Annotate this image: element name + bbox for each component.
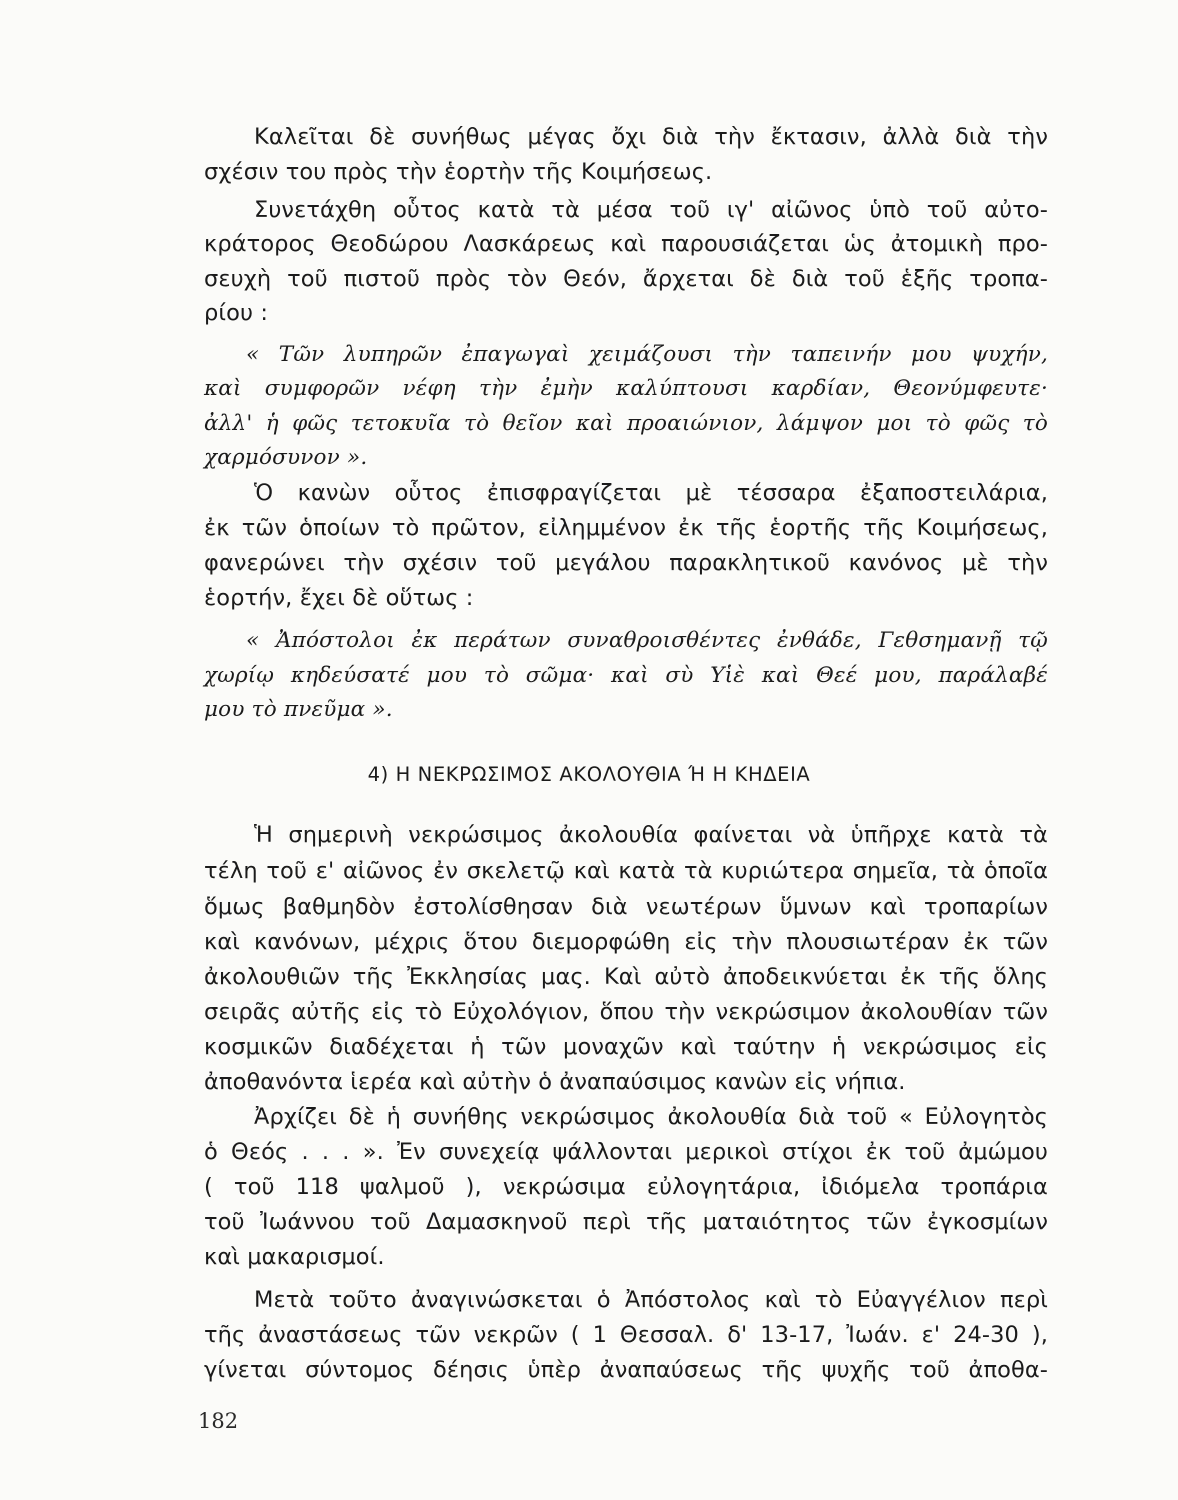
quote-line: χωρίῳ κηδεύσατέ μου τὸ σῶμα· καὶ σὺ Υἱὲ καὶ Θεέ μου, παράλαβέ — [204, 663, 1048, 688]
text-line: τέλη τοῦ ε' αἰῶνος ἐν σκελετῷ καὶ κατὰ τὰ κυριώτερα σημεῖα, τὰ ὁποῖα — [204, 858, 1048, 884]
text-line: κράτορος Θεοδώρου Λασκάρεως καὶ παρουσιάζεται ὡς ἀτομικὴ προ- — [204, 231, 1048, 257]
text-line: ὁ Θεός . . . ». Ἐν συνεχείᾳ ψάλλονται μερικοὶ στίχοι ἐκ τοῦ ἀμώμου — [204, 1139, 1048, 1165]
text-line: σειρᾶς αὐτῆς εἰς τὸ Εὐχολόγιον, ὅπου τὴν νεκρώσιμον ἀκολουθίαν τῶν — [204, 999, 1048, 1025]
text-line: καὶ κανόνων, μέχρις ὅτου διεμορφώθη εἰς τὴν πλουσιωτέραν ἐκ τῶν — [204, 929, 1048, 955]
quote-line: μου τὸ πνεῦμα ». — [204, 697, 393, 722]
text-line: Ἡ σημερινὴ νεκρώσιμος ἀκολουθία φαίνεται νὰ ὑπῆρχε κατὰ τὰ — [254, 822, 1048, 848]
page-number: 182 — [198, 1409, 239, 1433]
text-line: ἐκ τῶν ὁποίων τὸ πρῶτον, εἰλημμένον ἐκ τῆς ἑορτῆς τῆς Κοιμήσεως, — [204, 515, 1048, 541]
text-line: Μετὰ τοῦτο ἀναγινώσκεται ὁ Ἀπόστολος καὶ τὸ Εὐαγγέλιον περὶ — [254, 1287, 1048, 1313]
text-line: Καλεῖται δὲ συνήθως μέγας ὄχι διὰ τὴν ἔκτασιν, ἀλλὰ διὰ τὴν — [254, 124, 1048, 150]
text-line: σευχὴ τοῦ πιστοῦ πρὸς τὸν Θεόν, ἄρχεται δὲ διὰ τοῦ ἑξῆς τροπα- — [204, 266, 1048, 292]
quote-line: « Ἀπόστολοι ἐκ περάτων συναθροισθέντες ἐνθάδε, Γεθσημανῇ τῷ — [246, 628, 1048, 653]
text-line: Ἀρχίζει δὲ ἡ συνήθης νεκρώσιμος ἀκολουθία διὰ τοῦ « Εὐλογητὸς — [254, 1104, 1048, 1130]
quote-line: καὶ συμφορῶν νέφη τὴν ἐμὴν καλύπτουσι καρδίαν, Θεονύμφευτε· — [204, 376, 1048, 401]
text-line: σχέσιν του πρὸς τὴν ἑορτὴν τῆς Κοιμήσεως. — [204, 159, 713, 185]
text-line: ἀποθανόντα ἱερέα καὶ αὐτὴν ὁ ἀναπαύσιμος κανὼν εἰς νήπια. — [204, 1069, 906, 1095]
section-heading: 4) Η ΝΕΚΡΩΣΙΜΟΣ ΑΚΟΛΟΥΘΙΑ Ή Η ΚΗΔΕΙΑ — [367, 763, 811, 786]
text-line: γίνεται σύντομος δέησις ὑπὲρ ἀναπαύσεως τῆς ψυχῆς τοῦ ἀποθα- — [204, 1357, 1048, 1383]
text-line: Συνετάχθη οὗτος κατὰ τὰ μέσα τοῦ ιγ' αἰῶνος ὑπὸ τοῦ αὐτο- — [254, 197, 1048, 223]
text-line: τῆς ἀναστάσεως τῶν νεκρῶν ( 1 Θεσσαλ. δ' 13-17, Ἰωάν. ε' 24-30 ), — [204, 1322, 1048, 1348]
text-line: Ὁ κανὼν οὗτος ἐπισφραγίζεται μὲ τέσσαρα ἐξαποστειλάρια, — [254, 480, 1048, 506]
text-line: τοῦ Ἰωάννου τοῦ Δαμασκηνοῦ περὶ τῆς ματαιότητος τῶν ἐγκοσμίων — [204, 1209, 1048, 1235]
text-line: ἑορτήν, ἔχει δὲ οὕτως : — [204, 585, 474, 611]
text-line: ( τοῦ 118 ψαλμοῦ ), νεκρώσιμα εὐλογητάρια, ἰδιόμελα τροπάρια — [204, 1174, 1048, 1200]
text-line: καὶ μακαρισμοί. — [204, 1244, 385, 1270]
text-line: ἀκολουθιῶν τῆς Ἐκκλησίας μας. Καὶ αὐτὸ ἀποδεικνύεται ἐκ τῆς ὅλης — [204, 964, 1048, 990]
text-line: ρίου : — [204, 300, 269, 326]
text-line: ὅμως βαθμηδὸν ἐστολίσθησαν διὰ νεωτέρων ὕμνων καὶ τροπαρίων — [204, 894, 1048, 920]
text-line: φανερώνει τὴν σχέσιν τοῦ μεγάλου παρακλητικοῦ κανόνος μὲ τὴν — [204, 550, 1048, 576]
quote-line: χαρμόσυνον ». — [204, 445, 368, 470]
text-line: κοσμικῶν διαδέχεται ἡ τῶν μοναχῶν καὶ ταύτην ἡ νεκρώσιμος εἰς — [204, 1034, 1048, 1060]
quote-line: ἀλλ' ἡ φῶς τετοκυῖα τὸ θεῖον καὶ προαιώνιον, λάμψον μοι τὸ φῶς τὸ — [204, 411, 1048, 436]
quote-line: « Τῶν λυπηρῶν ἐπαγωγαὶ χειμάζουσι τὴν ταπεινήν μου ψυχήν, — [246, 342, 1048, 367]
